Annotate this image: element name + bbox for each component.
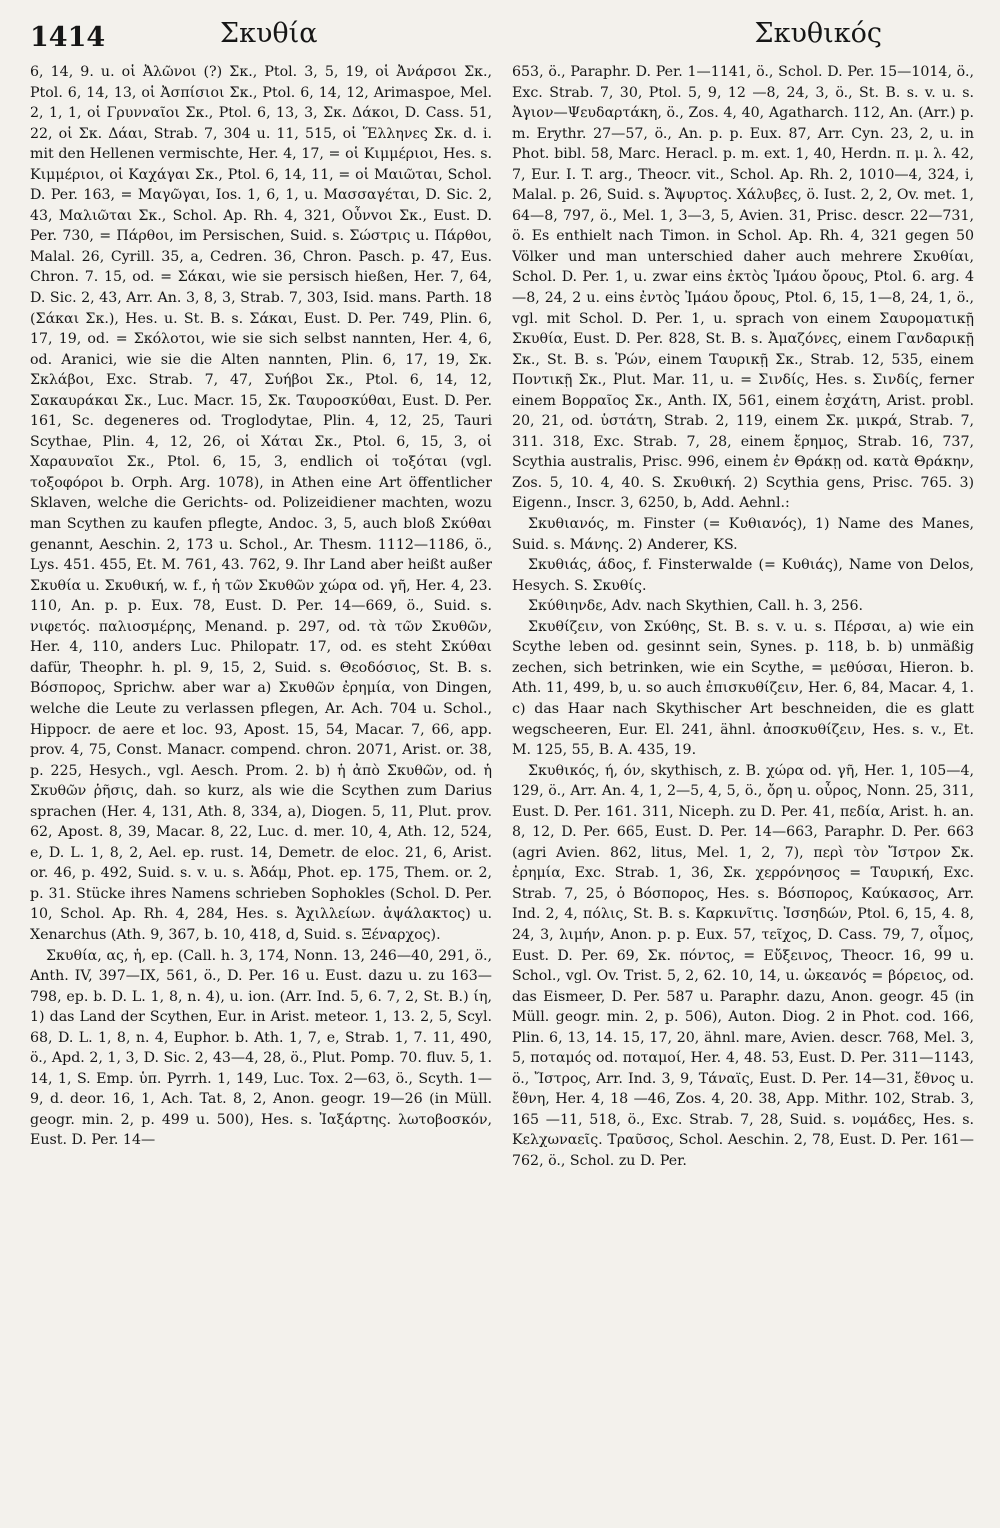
running-header: [30, 0, 974, 62]
right-column: [512, 62, 974, 1512]
page-number: 1414: [30, 22, 106, 53]
left-column: [30, 62, 492, 1512]
entry-skythia: Σκυθία, ας, ἡ, ep. (Call. h. 3, 174, Nonn. 13, 246—40, 291, ö., Anth. IV, 397—IX, 561, ö., D. Per. 16 u. Eust. dazu u. zu 163—798, ep. b. D. L. 1, 8, n. 4), u. ion. (Arr. Ind. 5, 6. 7, 2, St. B.) ίη, 1) das Land der Scythen, Eur. in Arist. meteor. 1, 13. 2, 5, Scyl. 68, D. L. 1, 8, n. 4, Euphor. b. Ath. 1, 7, e, Strab. 1, 7. 11, 490, ö., Apd. 2, 1, 3, D. Sic. 2, 43—4, 28, ö., Plut. Pomp. 70. fluv. 5, 1. 14, 1, S. Emp. ὑπ. Pyrrh. 1, 149, Luc. Tox. 2—63, ö., Scyth. 1—9, d. deor. 16, 1, Ach. Tat. 8, 2, Anon. geogr. 19—26 (in Müll. geogr. min. 2, p. 499 u. 500), Hes. s. Ἰαξάρτης. λωτοβοσκόν, Eust. D. Per. 14—: [30, 947, 492, 1149]
entry-skythiende: Σκύθιηνδε, Adv. nach Skythien, Call. h. 3, 256.: [528, 598, 863, 615]
entry-skythizein: Σκυθίζειν, von Σκύθης, St. B. s. v. u. s. Πέρσαι, a) wie ein Scythe leben od. gesinnt sein, Synes. p. 118, b. b) unmäßig zechen, sich betrinken, wie ein Scythe, = μεθύσαι, Hieron. b. Ath. 11, 499, b, u. so auch ἐπισκυθίζειν, Her. 6, 84, Macar. 4, 1. c) das Haar nach Skythischer Art beschneiden, die es glatt wegscheeren, Eur. El. 241, ähnl. ἀποσκυθίζειν, Hes. s. v., Et. M. 125, 55, B. A. 435, 19.: [512, 618, 974, 759]
entry-skythianos: Σκυθιανός, m. Finster (= Κυθιανός), 1) Name des Manes, Suid. s. Μάνης. 2) Anderer, KS.: [512, 516, 974, 553]
text-columns: [30, 62, 974, 1512]
entry-skythias: Σκυθιάς, άδος, f. Finsterwalde (= Κυθιάς), Name von Delos, Hesych. S. Σκυθίς.: [512, 557, 974, 594]
entry-paragraph: 653, ö., Paraphr. D. Per. 1—1141, ö., Schol. D. Per. 15—1014, ö., Exc. Strab. 7, 30, Ptol. 5, 9, 12 —8, 24, 3, ö., St. B. s. v. u. s. Ἀγιον—Ψευδαρτάκη, ö., Zos. 4, 40, Agatharch. 112, An. (Arr.) p. m. Erythr. 27—57, ö., An. p. p. Eux. 87, Arr. Cyn. 23, 2, u. in Phot. bibl. 58, Marc. Heracl. p. m. ext. 1, 40, Herdn. π. μ. λ. 42, 7, Eur. I. T. arg., Theocr. vit., Schol. Ap. Rh. 2, 1010—4, 324, i, Malal. p. 26, Suid. s. Ἄψυρτος. Χάλυβες, ö. Iust. 2, 2, Ov. met. 1, 64—8, 797, ö., Mel. 1, 3—3, 5, Avien. 31, Prisc. descr. 22—731, ö. Es enthielt nach Timon. in Schol. Ap. Rh. 4, 321 gegen 50 Völker und man unterschied daher auch mehrere Σκυθίαι, Schol. D. Per. 1, u. zwar eins ἐκτὸς Ἰμάου ὄρους, Ptol. 6. arg. 4—8, 24, 2 u. eins ἐντὸς Ἰμάου ὄρους, Ptol. 6, 15, 1—8, 24, 1, ö., vgl. mit Schol. D. Per. 1, u. sprach von einem Σαυροματικῇ Σκυθία, Eust. D. Per. 828, St. B. s. Ἀμαζόνες, einem Γανδαρικῇ Σκ., St. B. s. Ῥών, einem Ταυρικῇ Σκ., Strab. 12, 535, einem Ποντικῇ Σκ., Plut. Mar. 11, u. = Σινδίς, Hes. s. Σινδίς, ferner einem Βορραῖος Σκ., Anth. IX, 561, einem ἐσχάτη, Arist. probl. 20, 21, od. ὑστάτη, Strab. 2, 119, einem Σκ. μικρά, Strab. 7, 311. 318, Exc. Strab. 7, 28, einem ἔρημος, Strab. 16, 737, Scythia australis, Prisc. 996, einem ἐν Θράκῃ od. κατὰ Θράκην, Zos. 5, 10. 4, 40. S. Σκυθική. 2) Scythia gens, Prisc. 765. 3) Eigenn., Inscr. 3, 6250, b, Add. Aehnl.:: [512, 64, 974, 512]
entry-paragraph: 6, 14, 9. u. οἱ Ἀλῶνοι (?) Σκ., Ptol. 3, 5, 19, οἱ Ἀνάρσοι Σκ., Ptol. 6, 14, 13, οἱ Ἀσπίσιοι Σκ., Ptol. 6, 14, 12, Arimaspoe, Mel. 2, 1, 1, οἱ Γρυνναῖοι Σκ., Ptol. 6, 13, 3, Σκ. Δάκοι, D. Cass. 51, 22, οἱ Σκ. Δάαι, Strab. 7, 304 u. 11, 515, οἱ Ἕλληνες Σκ. d. i. mit den Hellenen vermischte, Her. 4, 17, = οἱ Κιμμέριοι, Hes. s. Κιμμέριοι, οἱ Καχάγαι Σκ., Ptol. 6, 14, 11, = οἱ Μαιῶται, Schol. D. Per. 163, = Μαγῶγαι, Ios. 1, 6, 1, u. Μασσαγέται, D. Sic. 2, 43, Μαλιῶται Σκ., Schol. Ap. Rh. 4, 321, Οὖνvοι Σκ., Eust. D. Per. 730, = Πάρθοι, im Persischen, Suid. s. Σώστρις u. Πάρθοι, Malal. 26, Cyrill. 35, a, Cedren. 36, Chron. Pasch. p. 47, Eus. Chron. 7. 15, od. = Σάκαι, wie sie persisch hießen, Her. 7, 64, D. Sic. 2, 43, Arr. An. 3, 8, 3, Strab. 7, 303, Isid. mans. Parth. 18 (Σάκαι Σκ.), Hes. u. St. B. s. Σάκαι, Eust. D. Per. 749, Plin. 6, 17, 19, od. = Σκόλοτοι, wie sie sich selbst nannten, Her. 4, 6, od. Aranici, wie sie die Alten nannten, Plin. 6, 17, 19, Σκ. Σκλάβοι, Exc. Strab. 7, 47, Συήβοι Σκ., Ptol. 6, 14, 12, Σακαυράκαι Σκ., Luc. Macr. 15, Σκ. Ταυροσκύθαι, Eust. D. Per. 161, Sc. degeneres od. Troglodytae, Plin. 4, 12, 25, Tauri Scythae, Plin. 4, 12, 26, οἱ Χάται Σκ., Ptol. 6, 15, 3, οἱ Χαραυναῖοι Σκ., Ptol. 6, 15, 3, endlich οἱ τοξόται (vgl. τοξοφόροι b. Orph. Arg. 1078), in Athen eine Art öffentlicher Sklaven, welche die Gerichts- od. Polizeidiener machten, wozu man Scythen zu kaufen pflegte, Andoc. 3, 5, auch bloß Σκύθαι genannt, Aeschin. 2, 173 u. Schol., Ar. Thesm. 1112—1186, ö., Lys. 451. 455, Et. M. 761, 43. 762, 9. Ihr Land aber heißt außer Σκυθία u. Σκυθική, w. f., ἡ τῶν Σκυθῶν χώρα od. γῆ, Her. 4, 23. 110, An. p. p. Eux. 78, Eust. D. Per. 14—669, ö., Suid. s. νιφετός. παλιοσμέρης, Menand. p. 297, od. τὰ τῶν Σκυθῶν, Her. 4, 110, anders Luc. Philopatr. 17, od. es steht Σκύθαι dafür, Theophr. h. pl. 9, 15, 2, Suid. s. Θεοδόσιος, St. B. s. Βόσπορος, Sprichw. aber war a) Σκυθῶν ἐρημία, von Dingen, welche die Leute zu verlassen pflegen, Ar. Ach. 704 u. Schol., Hippocr. de aere et loc. 93, Apost. 15, 54, Macar. 7, 66, app. prov. 4, 75, Const. Manacr. compend. chron. 2071, Arist. or. 38, p. 225, Hesych., vgl. Aesch. Prom. 2. b) ἡ ἀπὸ Σκυθῶν, od. ἡ Σκυθῶν ῥῆσις, dah. so kurz, als wie die Scythen zum Darius sprachen (Her. 4, 131, Ath. 8, 334, a), Diogen. 5, 11, Plut. prov. 62, Apost. 8, 39, Macar. 8, 22, Luc. d. mer. 10, 4, Ath. 12, 524, e, D. L. 1, 8, 2, Ael. ep. rust. 14, Demetr. de eloc. 21, 6, Arist. or. 46, p. 492, Suid. s. v. u. s. Ἀδάμ, Phot. ep. 175, Them. or. 2, p. 31. Stücke ihres Namens schrieben Sophokles (Schol. D. Per. 10, Schol. Ap. Rh. 4, 284, Hes. s. Ἀχιλλείων. ἀψάλακτος) u. Xenarchus (Ath. 9, 367, b. 10, 418, d, Suid. s. Ξέναρχος).: [30, 64, 492, 943]
right-running-head: Σκυθικός: [754, 18, 882, 49]
left-running-head: Σκυθία: [220, 18, 318, 49]
entry-skythikos: Σκυθικός, ή, όν, skythisch, z. B. χώρα od. γῆ, Her. 1, 105—4, 129, ö., Arr. An. 4, 1, 2—5, 4, 5, ö., ὄρη u. οὖρος, Nonn. 25, 311, Eust. D. Per. 161. 311, Niceph. zu D. Per. 41, πεδία, Arist. h. an. 8, 12, D. Per. 665, Eust. D. Per. 14—663, Paraphr. D. Per. 663 (agri Avien. 862, litus, Mel. 1, 2, 7), περὶ τὸν Ἴστρον Σκ. ἐρημία, Exc. Strab. 1, 36, Σκ. χερρόνησος = Ταυρική, Exc. Strab. 7, 25, ὁ Βόσπορος, Hes. s. Βόσπορος, Καύκασος, Arr. Ind. 2, 4, πόλις, St. B. s. Καρκινῖτις. Ἰσσηδών, Ptol. 6, 15, 4. 8, 24, 3, λιμήν, Anon. p. p. Eux. 57, τεῖχος, D. Cass. 79, 7, οἶμος, Eust. D. Per. 69, Σκ. πόντος, = Εὔξεινος, Theocr. 16, 99 u. Schol., vgl. Ov. Trist. 5, 2, 62. 10, 14, u. ὠκεανός = βόρειος, od. das Eismeer, D. Per. 587 u. Paraphr. dazu, Anon. geogr. 45 (in Müll. geogr. min. 2, p. 506), Auton. Diog. 2 in Phot. cod. 166, Plin. 6, 13, 14. 15, 17, 20, ähnl. mare, Avien. descr. 768, Mel. 3, 5, ποταμός od. ποταμοί, Her. 4, 48. 53, Eust. D. Per. 311—1143, ö., Ἴστρος, Arr. Ind. 3, 9, Τάναϊς, Eust. D. Per. 14—31, ἔθνος u. ἔθνη, Her. 4, 18 —46, Zos. 4, 20. 38, App. Mithr. 102, Strab. 3, 165 —11, 518, ö., Exc. Strab. 7, 28, Suid. s. νομάδες, Hes. s. Κελχωναεῖς. Τραῦσος, Schol. Aeschin. 2, 78, Eust. D. Per. 161—762, ö., Schol. zu D. Per.: [512, 762, 974, 1169]
